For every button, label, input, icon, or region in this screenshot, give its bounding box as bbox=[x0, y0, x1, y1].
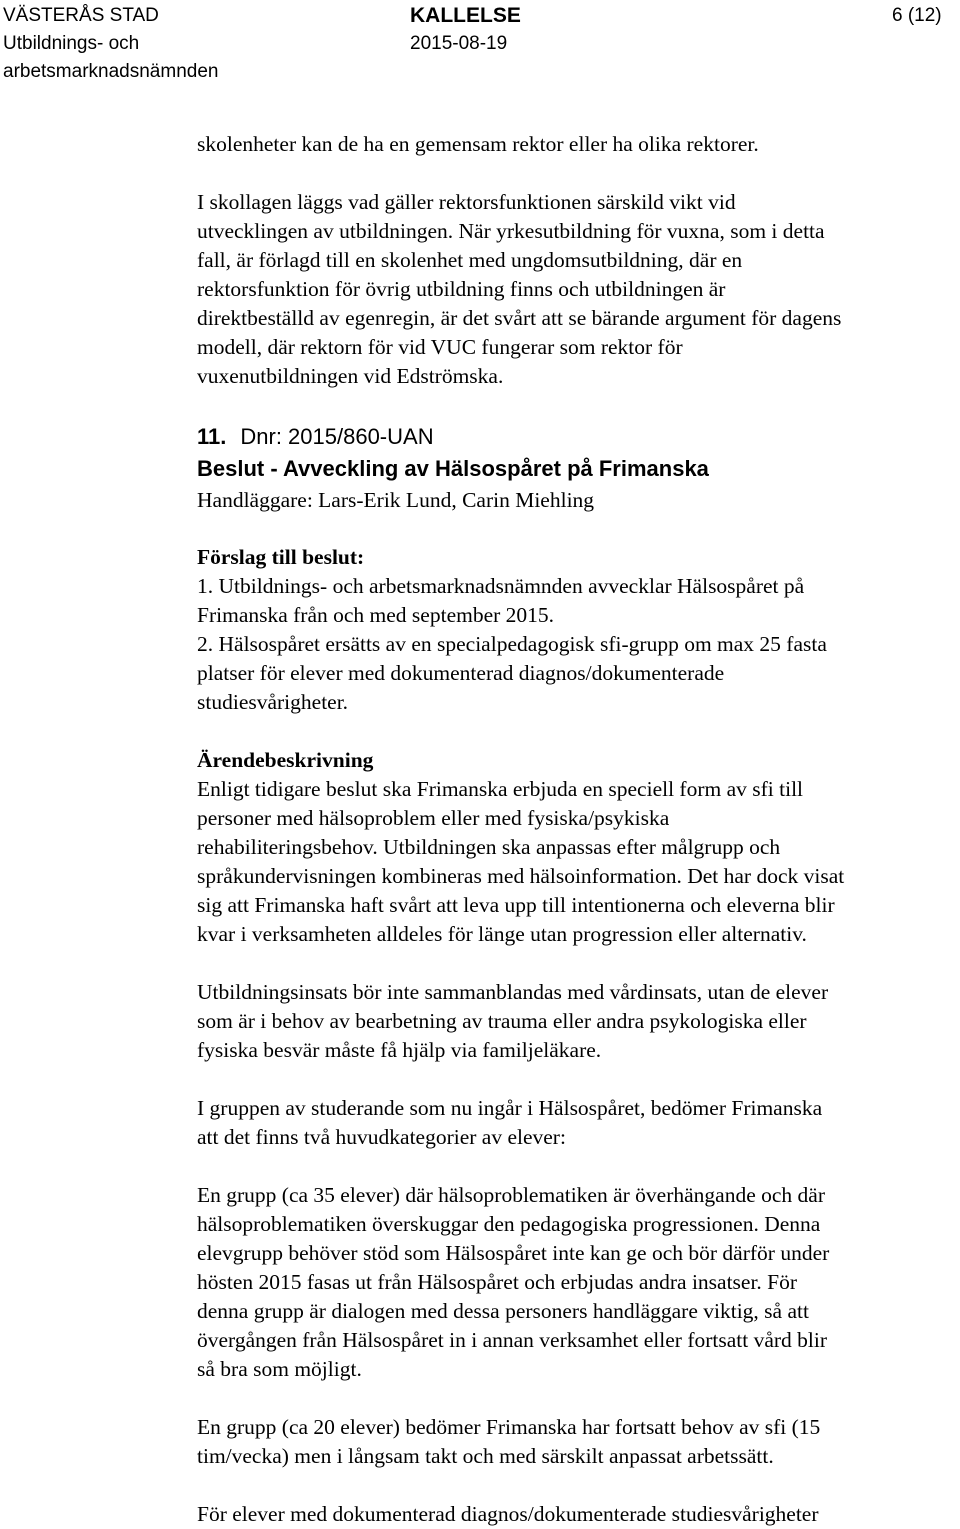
header-org: VÄSTERÅS STAD bbox=[3, 5, 159, 26]
text-line: fall, är förlagd till en skolenhet med ungdomsutbildning, där en bbox=[197, 248, 743, 272]
text-line: I gruppen av studerande som nu ingår i Hälsospåret, bedömer Frimanska bbox=[197, 1096, 823, 1120]
text-line: övergången från Hälsospåret in i annan verksamhet eller fortsatt vård blir bbox=[197, 1328, 828, 1352]
item-dnr: Dnr: 2015/860-UAN bbox=[240, 424, 434, 449]
header-page-number: 6 (12) bbox=[892, 5, 942, 26]
text-line: sig att Frimanska haft svårt att leva upp till intentionerna och eleverna blir bbox=[197, 893, 835, 917]
intro-paragraph-1: skolenheter kan de ha en gemensam rektor eller ha olika rektorer. bbox=[197, 132, 759, 156]
text-line: personer med hälsoproblem eller med fysiska/psykiska bbox=[197, 806, 670, 830]
text-line: hösten 2015 fasas ut från Hälsospåret och erbjudas andra insatser. För bbox=[197, 1270, 798, 1294]
description-paragraph bbox=[197, 978, 957, 1065]
text-line: 2. Hälsospåret ersätts av en specialpedagogisk sfi-grupp om max 25 fasta bbox=[197, 632, 827, 656]
item-number-line bbox=[197, 421, 957, 453]
text-line: så bra som möjligt. bbox=[197, 1357, 362, 1381]
document-body bbox=[197, 130, 957, 1529]
header-dept-line2: arbetsmarknadsnämnden bbox=[3, 61, 219, 82]
item-number: 11. bbox=[197, 424, 227, 449]
header-dept-line1: Utbildnings- och bbox=[3, 33, 140, 54]
header-date: 2015-08-19 bbox=[410, 33, 508, 54]
text-line: språkundervisningen kombineras med hälsoinformation. Det har dock visat bbox=[197, 864, 845, 888]
description-paragraph bbox=[197, 1094, 957, 1152]
description-paragraph bbox=[197, 1413, 957, 1471]
description-heading: Ärendebeskrivning bbox=[197, 748, 374, 772]
item-handler: Handläggare: Lars-Erik Lund, Carin Miehling bbox=[197, 488, 595, 512]
text-line: fysiska besvär måste få hjälp via familjeläkare. bbox=[197, 1038, 602, 1062]
text-line: som är i behov av bearbetning av trauma eller andra psykologiska eller bbox=[197, 1009, 807, 1033]
text-line: att det finns två huvudkategorier av elever: bbox=[197, 1125, 566, 1149]
text-line: hälsoproblematiken överskuggar den pedagogiska progressionen. Denna bbox=[197, 1212, 821, 1236]
text-line: denna grupp är dialogen med dessa personers handläggare viktig, så att bbox=[197, 1299, 809, 1323]
text-line: modell, där rektorn för vid VUC fungerar som rektor för bbox=[197, 335, 683, 359]
text-line: platser för elever med dokumenterad diagnos/dokumenterade bbox=[197, 661, 725, 685]
description-paragraph bbox=[197, 1181, 957, 1384]
proposal-list bbox=[197, 572, 957, 717]
text-line: direktbeställd av egenregin, är det svårt att se bärande argument för dagens bbox=[197, 306, 842, 330]
item-title: Beslut - Avveckling av Hälsospåret på Frimanska bbox=[197, 456, 709, 481]
text-line: En grupp (ca 35 elever) där hälsoproblematiken är överhängande och där bbox=[197, 1183, 826, 1207]
text-line: Frimanska från och med september 2015. bbox=[197, 603, 555, 627]
text-line: rektorsfunktion för övrig utbildning finns och utbildningen är bbox=[197, 277, 726, 301]
text-line: vuxenutbildningen vid Edströmska. bbox=[197, 364, 504, 388]
text-line: utvecklingen av utbildningen. När yrkesutbildning för vuxna, som i detta bbox=[197, 219, 825, 243]
description-paragraph bbox=[197, 775, 957, 949]
header-page-block bbox=[892, 2, 942, 30]
text-line: En grupp (ca 20 elever) bedömer Frimanska har fortsatt behov av sfi (15 bbox=[197, 1415, 821, 1439]
text-line: tim/vecka) men i långsam takt och med särskilt anpassat arbetssätt. bbox=[197, 1444, 774, 1468]
page-header bbox=[0, 0, 960, 80]
header-doc-block bbox=[410, 2, 521, 58]
header-org-block bbox=[3, 2, 218, 86]
header-doc-type: KALLELSE bbox=[410, 4, 521, 27]
text-line: elevgrupp behöver stöd som Hälsospåret inte kan ge och bör därför under bbox=[197, 1241, 830, 1265]
text-line: rehabiliteringsbehov. Utbildningen ska anpassas efter målgrupp och bbox=[197, 835, 781, 859]
text-line: För elever med dokumenterad diagnos/dokumenterade studiesvårigheter bbox=[197, 1502, 819, 1526]
text-line: 1. Utbildnings- och arbetsmarknadsnämnden avvecklar Hälsospåret på bbox=[197, 574, 805, 598]
proposal-heading: Förslag till beslut: bbox=[197, 545, 365, 569]
intro-paragraph-2 bbox=[197, 188, 957, 391]
text-line: kvar i verksamheten alldeles för länge utan progression eller alternativ. bbox=[197, 922, 807, 946]
text-line: studiesvårigheter. bbox=[197, 690, 349, 714]
text-line: I skollagen läggs vad gäller rektorsfunktionen särskild vikt vid bbox=[197, 190, 736, 214]
text-line: Enligt tidigare beslut ska Frimanska erbjuda en speciell form av sfi till bbox=[197, 777, 804, 801]
text-line: Utbildningsinsats bör inte sammanblandas med vårdinsats, utan de elever bbox=[197, 980, 829, 1004]
